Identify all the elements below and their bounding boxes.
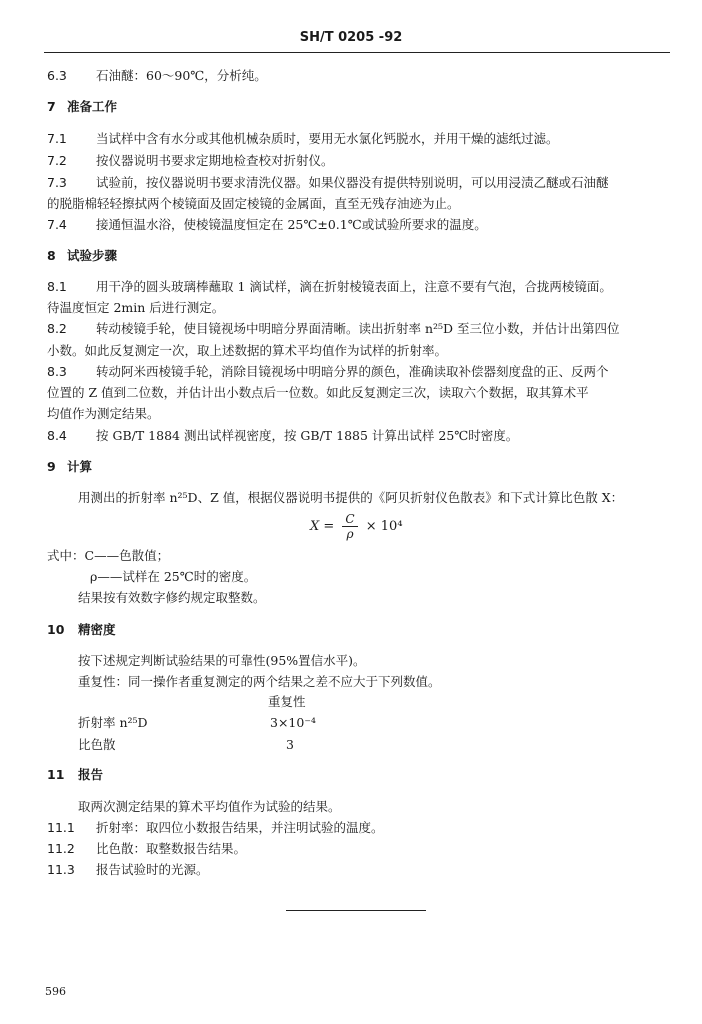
clause-text: 试验前，按仪器说明书要求清洗仪器。如果仪器没有提供特别说明，可以用浸渍乙醚或石油醚 xyxy=(96,175,609,190)
formula-denominator: ρ xyxy=(346,527,354,541)
clause-text: 当试样中含有水分或其他机械杂质时，要用无水氯化钙脱水，并用干燥的滤纸过滤。 xyxy=(96,131,559,146)
clause-text: 按 GB/T 1884 测出试样视密度，按 GB/T 1885 计算出试样 25℃时密度。 xyxy=(96,428,519,443)
text-line xyxy=(47,131,559,147)
clause-text: ρ——试样在 25℃时的密度。 xyxy=(90,569,257,584)
text-line xyxy=(78,653,366,669)
formula-fraction xyxy=(342,512,357,541)
section-heading xyxy=(47,622,116,638)
section-heading xyxy=(47,248,117,264)
text-line xyxy=(47,68,267,84)
clause-text: 折射率：取四位小数报告结果，并注明试验的温度。 xyxy=(96,820,384,835)
clause-number: 11 xyxy=(47,767,65,782)
section-heading xyxy=(47,767,103,783)
clause-number: 8.1 xyxy=(47,279,67,294)
clause-text: 取两次测定结果的算术平均值作为试验的结果。 xyxy=(78,799,341,814)
clause-number: 11.1 xyxy=(47,820,75,835)
page-number: 596 xyxy=(45,985,66,998)
header-rule xyxy=(44,52,670,53)
table-row-value: 3×10⁻⁴ xyxy=(270,715,316,730)
text-line xyxy=(47,196,460,212)
text-line xyxy=(90,569,256,585)
clause-text: 结果按有效数字修约规定取整数。 xyxy=(78,590,266,605)
text-line xyxy=(47,175,609,191)
clause-text: 按下述规定判断试验结果的可靠性(95%置信水平)。 xyxy=(78,653,366,668)
clause-number: 6.3 xyxy=(47,68,67,83)
clause-text: 比色散：取整数报告结果。 xyxy=(96,841,247,856)
text-line xyxy=(78,490,623,506)
clause-number: 7.2 xyxy=(47,153,67,168)
text-line xyxy=(78,799,341,815)
text-line xyxy=(78,674,441,690)
clause-number: 9 xyxy=(47,459,56,474)
clause-text: 报告 xyxy=(78,767,104,782)
section-heading xyxy=(47,99,117,115)
clause-number: 8 xyxy=(47,248,56,263)
clause-text: 试验步骤 xyxy=(67,248,118,263)
text-line xyxy=(47,862,209,878)
text-line xyxy=(78,590,266,606)
clause-text: 石油醚：60～90℃，分析纯。 xyxy=(96,68,267,83)
formula-rhs: × 10⁴ xyxy=(365,519,403,534)
text-line xyxy=(47,343,447,359)
clause-text: 位置的 Z 值到二位数，并估计出小数点后一位数。如此反复测定三次，读取六个数据，取其算术平 xyxy=(47,385,589,400)
text-line xyxy=(47,548,169,564)
text-line xyxy=(47,820,384,836)
text-line xyxy=(47,385,589,401)
clause-text: 用测出的折射率 n²⁵D、Z 值，根据仪器说明书提供的《阿贝折射仪色散表》和下式计算比色散 X： xyxy=(78,490,624,505)
end-rule xyxy=(286,910,426,911)
clause-number: 7.4 xyxy=(47,217,67,232)
clause-number: 8.2 xyxy=(47,321,67,336)
clause-text: 精密度 xyxy=(78,622,116,637)
clause-text: 转动棱镜手轮，使目镜视场中明暗分界面清晰。读出折射率 n²⁵D 至三位小数，并估计出第四位 xyxy=(96,321,620,336)
text-line xyxy=(47,364,609,380)
clause-number: 7.3 xyxy=(47,175,67,190)
clause-text: 用干净的圆头玻璃棒蘸取 1 滴试样，滴在折射棱镜表面上，注意不要有气泡，合拢两棱镜面。 xyxy=(96,279,612,294)
clause-text: 准备工作 xyxy=(67,99,118,114)
text-line xyxy=(47,279,612,295)
clause-text: 小数。如此反复测定一次，取上述数据的算术平均值作为试样的折射率。 xyxy=(47,343,448,358)
clause-number: 7 xyxy=(47,99,56,114)
clause-number: 10 xyxy=(47,622,65,637)
text-line xyxy=(47,321,620,337)
clause-number: 11.2 xyxy=(47,841,75,856)
clause-text: 报告试验时的光源。 xyxy=(96,862,209,877)
clause-text: 的脱脂棉轻轻擦拭两个棱镜面及固定棱镜的金属面，直至无残存油迹为止。 xyxy=(47,196,460,211)
clause-number: 7.1 xyxy=(47,131,67,146)
clause-number: 8.4 xyxy=(47,428,67,443)
text-line xyxy=(47,406,160,422)
clause-text: 重复性：同一操作者重复测定的两个结果之差不应大于下列数值。 xyxy=(78,674,441,689)
clause-text: 均值作为测定结果。 xyxy=(47,406,160,421)
clause-text: 计算 xyxy=(67,459,93,474)
table-header: 重复性 xyxy=(268,694,306,709)
text-line xyxy=(47,300,224,316)
clause-text: 式中：C——色散值； xyxy=(47,548,170,563)
formula-lhs: X = xyxy=(310,519,335,534)
table-row-label: 折射率 n²⁵D xyxy=(78,715,148,730)
text-line xyxy=(47,153,334,169)
clause-number: 8.3 xyxy=(47,364,67,379)
page-header: SH/T 0205 -92 xyxy=(299,30,403,45)
clause-text: 待温度恒定 2min 后进行测定。 xyxy=(47,300,225,315)
text-line xyxy=(47,841,246,857)
clause-text: 接通恒温水浴，使棱镜温度恒定在 25℃±0.1℃或试验所要求的温度。 xyxy=(96,217,487,232)
clause-text: 按仪器说明书要求定期地检查校对折射仪。 xyxy=(96,153,334,168)
clause-text: 转动阿米西棱镜手轮，消除目镜视场中明暗分界的颜色，准确读取补偿器刻度盘的正、反两个 xyxy=(96,364,609,379)
clause-number: 11.3 xyxy=(47,862,75,877)
table-row-label: 比色散 xyxy=(78,737,116,752)
text-line xyxy=(47,217,487,233)
section-heading xyxy=(47,459,92,475)
text-line xyxy=(47,428,518,444)
formula-numerator: C xyxy=(342,512,357,527)
table-row-value: 3 xyxy=(286,737,294,752)
dispersion-formula xyxy=(310,512,403,541)
